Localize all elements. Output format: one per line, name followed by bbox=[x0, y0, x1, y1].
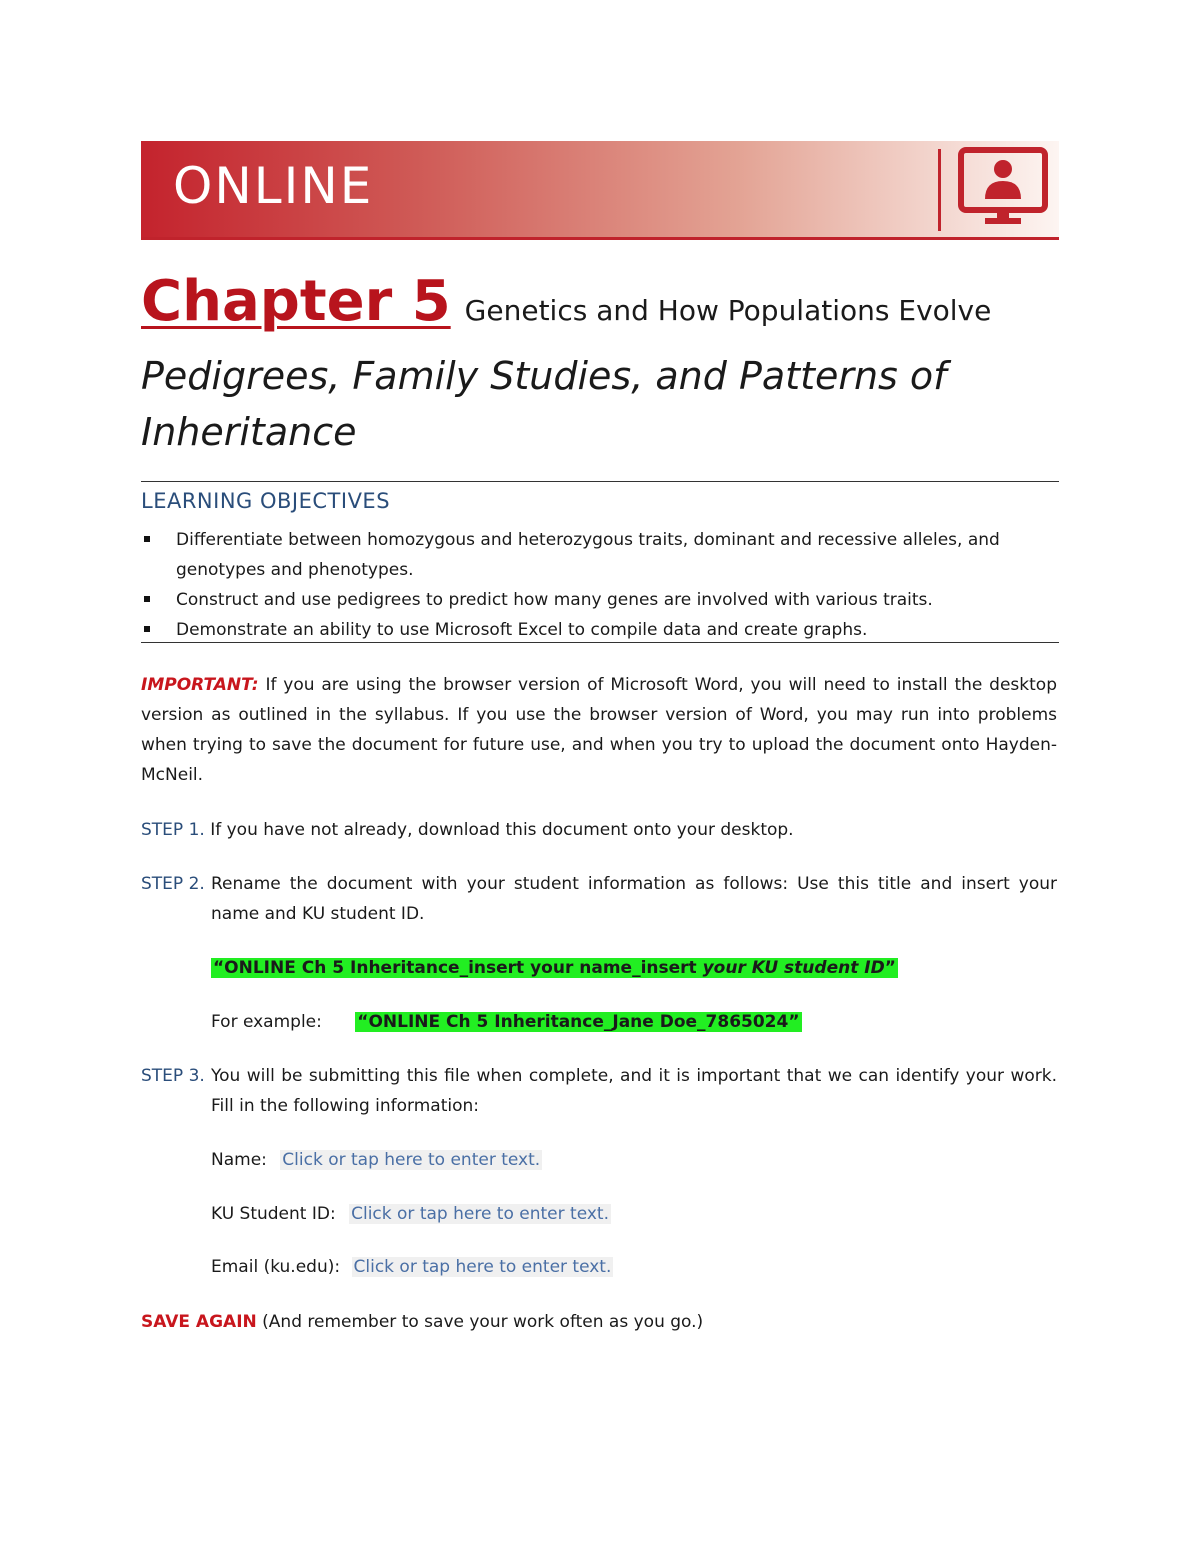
save-again-line bbox=[141, 1307, 1057, 1337]
important-paragraph bbox=[141, 670, 1057, 790]
important-label: IMPORTANT: bbox=[141, 675, 259, 695]
step-1-text: If you have not already, download this document onto your desktop. bbox=[210, 820, 794, 840]
email-field[interactable]: Click or tap here to enter text. bbox=[353, 1257, 612, 1277]
email-label: Email (ku.edu): bbox=[211, 1257, 341, 1277]
document-page bbox=[141, 141, 1059, 1332]
step-3-label: STEP 3. bbox=[141, 1066, 205, 1086]
name-label: Name: bbox=[211, 1150, 267, 1170]
step-1 bbox=[141, 815, 1057, 845]
chapter-subtitle: Genetics and How Populations Evolve bbox=[464, 294, 992, 327]
chapter-number: Chapter 5 bbox=[141, 269, 451, 334]
objective-item: Differentiate between homozygous and heterozygous traits, dominant and recessive alleles, and genotypes and phenotypes. bbox=[141, 525, 1041, 585]
filename-template bbox=[211, 953, 898, 983]
banner-title: ONLINE bbox=[173, 157, 374, 215]
step-2-label: STEP 2. bbox=[141, 874, 205, 894]
divider-bottom bbox=[141, 642, 1059, 643]
filename-template-end: ” bbox=[884, 958, 896, 978]
step-2-text: Rename the document with your student information as follows: Use this title and insert your name and KU student ID. bbox=[211, 874, 1057, 924]
step-3-text: You will be submitting this file when complete, and it is important that we can identify your work. Fill in the following information: bbox=[211, 1066, 1057, 1116]
step-2 bbox=[141, 869, 1057, 929]
student-id-field[interactable]: Click or tap here to enter text. bbox=[351, 1204, 609, 1224]
filename-template-text: “ONLINE Ch 5 Inheritance_insert your name_insert bbox=[213, 958, 703, 978]
filename-template-italic: your KU student ID bbox=[702, 958, 885, 978]
lab-title: Pedigrees, Family Studies, and Patterns of Inheritance bbox=[141, 354, 947, 454]
name-field[interactable]: Click or tap here to enter text. bbox=[282, 1150, 541, 1170]
chapter-heading bbox=[141, 269, 1059, 334]
banner-underline bbox=[141, 237, 1059, 240]
banner-divider bbox=[938, 149, 941, 231]
important-text: If you are using the browser version of Microsoft Word, you will need to install the desktop version as outlined in the syllabus. If you use the browser version of Word, you may run into problems when trying to save the document for future use, and when you try to upload the document onto Hayden-McNeil. bbox=[141, 675, 1057, 785]
step-1-label: STEP 1. bbox=[141, 820, 205, 840]
name-row bbox=[211, 1145, 542, 1175]
student-id-label: KU Student ID: bbox=[211, 1204, 336, 1224]
save-again-text: (And remember to save your work often as you go.) bbox=[256, 1312, 704, 1332]
online-banner bbox=[141, 141, 1059, 240]
filename-template-highlight bbox=[211, 958, 898, 978]
student-id-row bbox=[211, 1199, 611, 1229]
example-value: “ONLINE Ch 5 Inheritance_Jane Doe_7865024” bbox=[357, 1012, 800, 1032]
objectives-heading: LEARNING OBJECTIVES bbox=[141, 489, 391, 513]
objectives-list bbox=[141, 525, 1041, 645]
filename-example bbox=[211, 1007, 802, 1037]
monitor-user-icon bbox=[957, 147, 1049, 227]
objective-item: Demonstrate an ability to use Microsoft Excel to compile data and create graphs. bbox=[141, 615, 1041, 645]
save-again-label: SAVE AGAIN bbox=[141, 1312, 257, 1332]
objective-item: Construct and use pedigrees to predict how many genes are involved with various traits. bbox=[141, 585, 1041, 615]
divider-top bbox=[141, 481, 1059, 482]
example-label: For example: bbox=[211, 1012, 322, 1032]
step-3 bbox=[141, 1061, 1057, 1121]
email-row bbox=[211, 1252, 613, 1282]
